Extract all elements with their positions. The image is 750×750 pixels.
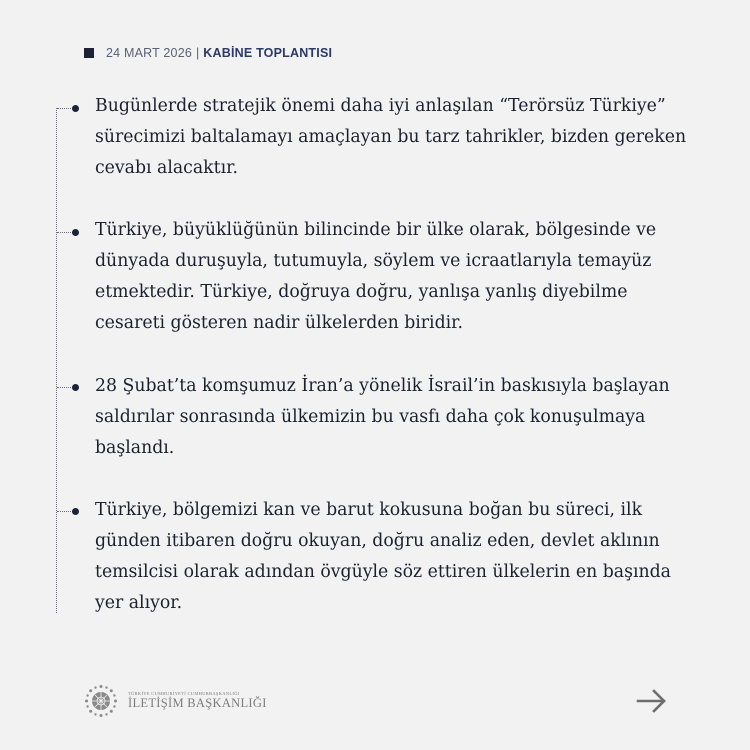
square-icon: [84, 48, 94, 58]
logo-title: İLETİŞİM BAŞKANLIĞI: [128, 696, 267, 710]
timeline-line: [56, 108, 57, 613]
logo-subtitle: TÜRKİYE CUMHURİYETİ CUMHURBAŞKANLIĞI: [128, 691, 240, 696]
timeline-connector: [57, 387, 73, 388]
list-item: 28 Şubat’ta komşumuz İran’a yönelik İsrail’in baskısıyla başlayan saldırılar sonrasında ülkemizin bu vasfı daha çok konuşulmaya başlandı.: [95, 376, 670, 458]
bullet-icon: [72, 229, 79, 236]
timeline-connector: [57, 511, 73, 512]
timeline-connector: [57, 108, 73, 109]
header-date: 24 MART 2026: [106, 46, 193, 60]
list-item: Türkiye, bölgemizi kan ve barut kokusuna boğan bu süreci, ilk günden itibaren doğru okuyan, doğru analiz eden, devlet aklının temsilcisi olarak adından övgüyle söz ettiren ülkelerin en başında yer alıyor.: [95, 500, 671, 613]
bullet-icon: [72, 384, 79, 391]
emblem-icon: [84, 684, 118, 718]
list-item: Bugünlerde stratejik önemi daha iyi anlaşılan “Terörsüz Türkiye” sürecimizi baltalamayı amaçlayan bu tarz tahrikler, bizden gereken cevabı alacaktır.: [95, 96, 687, 178]
logo: [84, 684, 267, 718]
arrow-right-icon[interactable]: [636, 688, 668, 714]
timeline-connector: [57, 232, 73, 233]
bullet-icon: [72, 105, 79, 112]
list-item: Türkiye, büyüklüğünün bilincinde bir ülke olarak, bölgesinde ve dünyada duruşuyla, tutumuyla, söylem ve icraatlarıyla temayüz etmektedir. Türkiye, doğruya doğru, yanlışa yanlış diyebilme cesareti gösteren nadir ülkelerden biridir.: [95, 220, 657, 333]
header-title: KABİNE TOPLANTISI: [203, 46, 333, 60]
header-separator: |: [196, 46, 200, 60]
header: [84, 46, 332, 60]
bullet-icon: [72, 508, 79, 515]
